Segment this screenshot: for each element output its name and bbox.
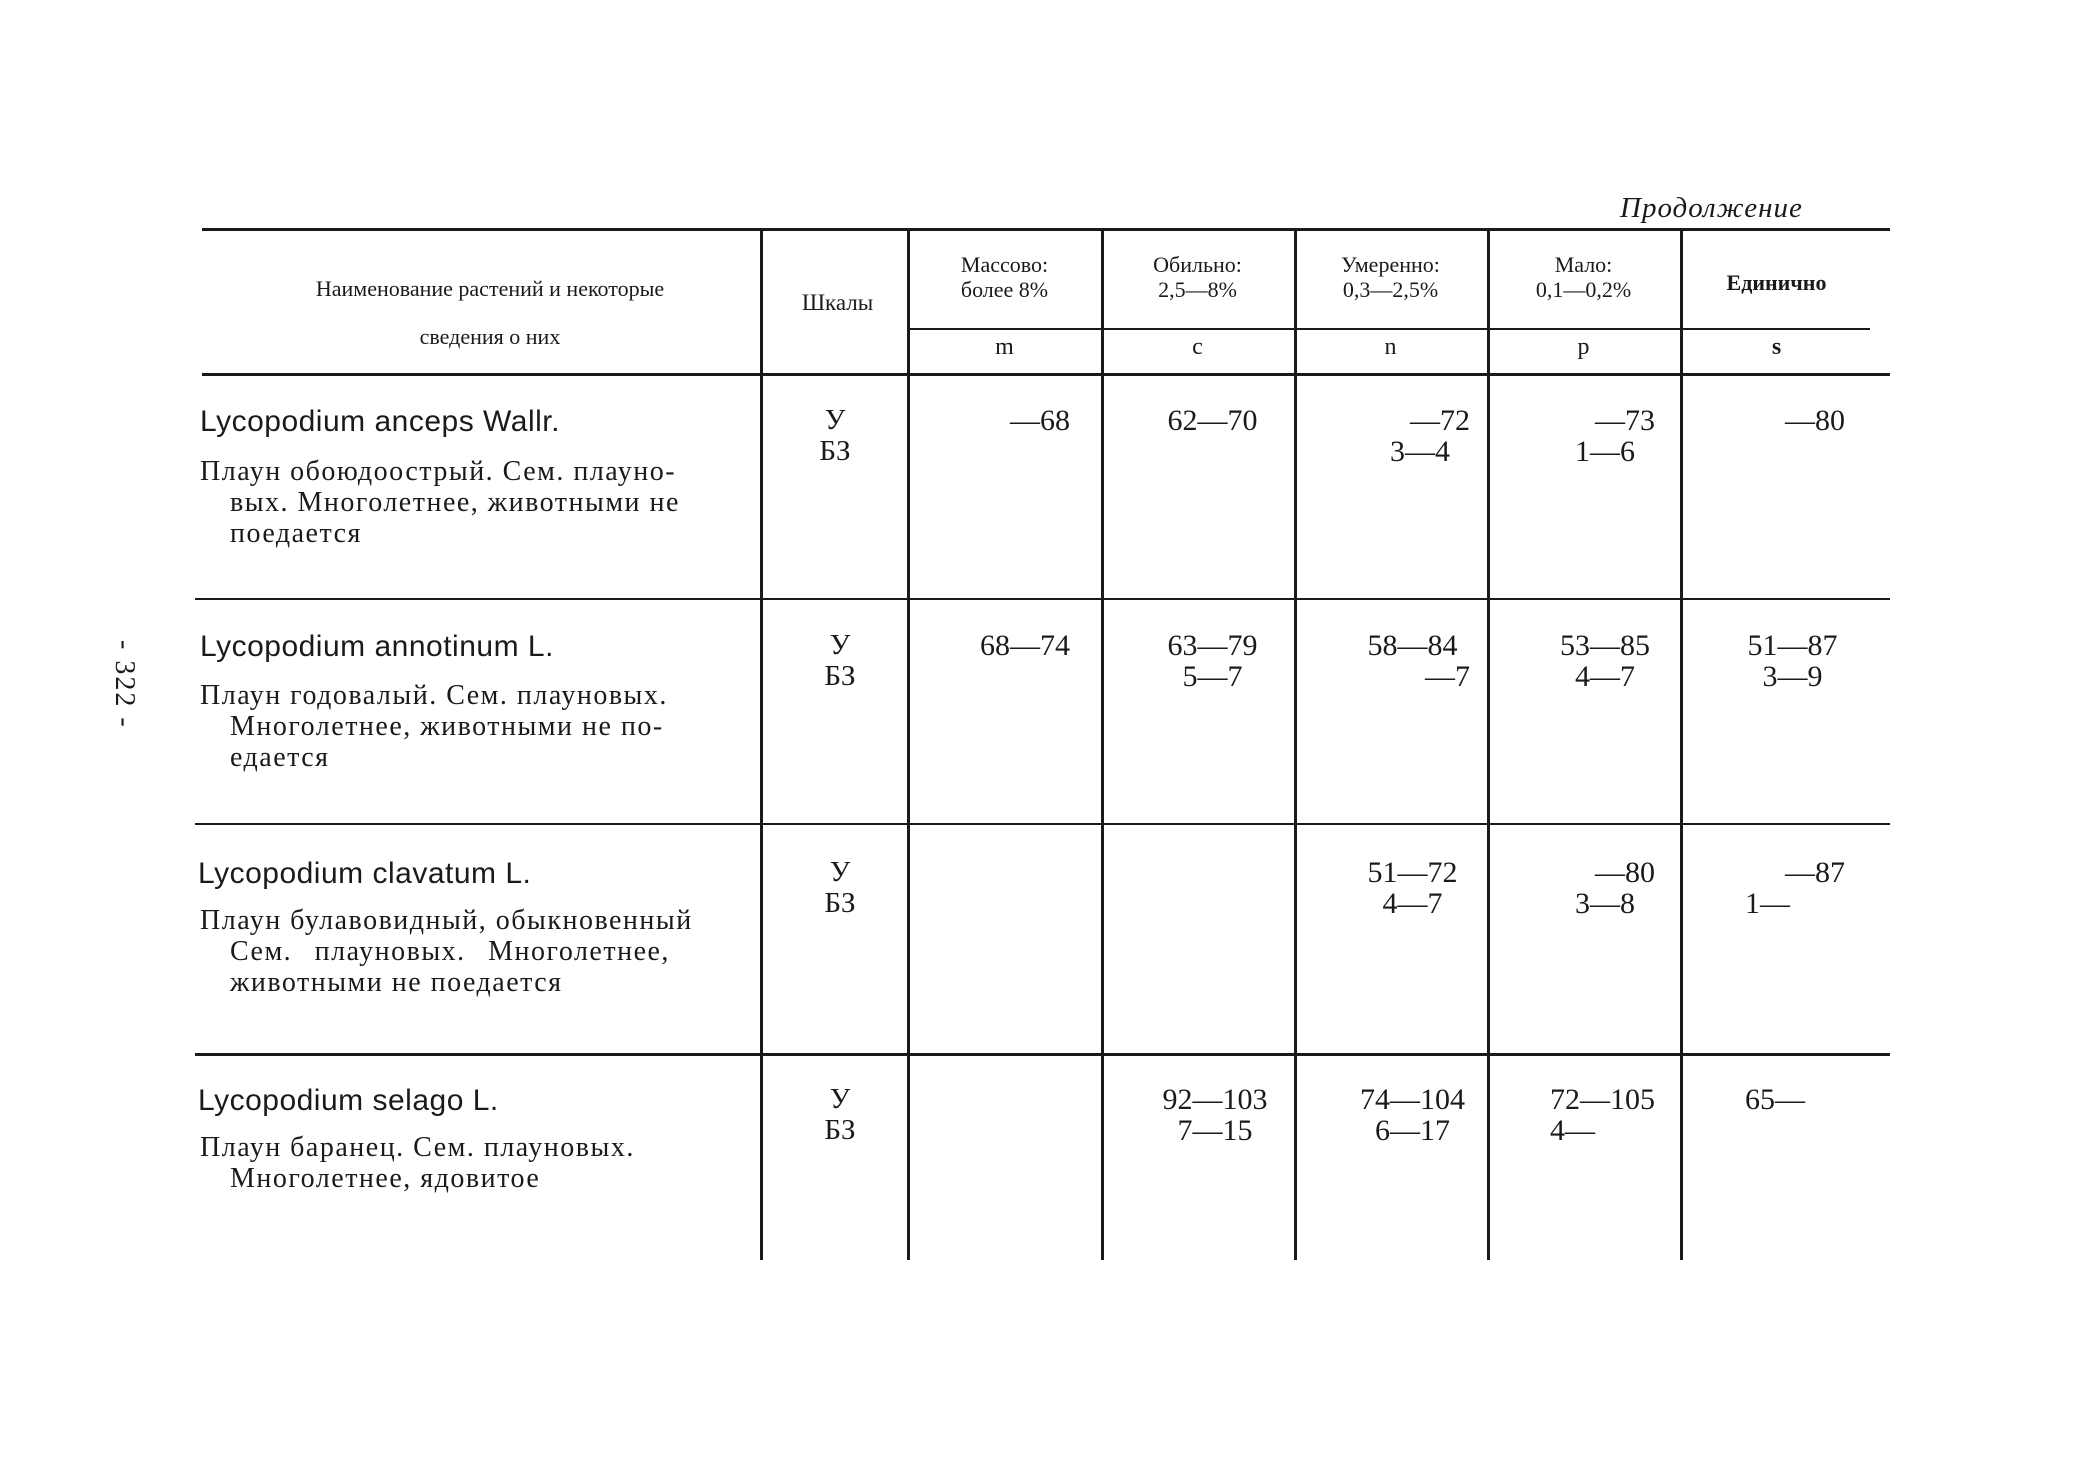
header-scales-column: Шкалы	[801, 290, 874, 315]
header-c-code: c	[1192, 334, 1203, 360]
row-1-m	[960, 405, 1070, 436]
row-3-latin-name: Lycopodium clavatum L.	[198, 857, 532, 890]
row-4-scale-u: У	[829, 1083, 851, 1115]
row-4-n	[1350, 1084, 1475, 1146]
row-4-desc-line-1: Плаун баранец. Сем. плауновых.	[200, 1132, 635, 1163]
header-s-code: s	[1771, 334, 1782, 360]
row-2-scales	[810, 630, 870, 692]
row-1-scales	[805, 405, 865, 467]
col-divider-scales	[907, 230, 910, 1260]
header-n-code: n	[1384, 334, 1397, 360]
row-3-s	[1745, 857, 1845, 919]
row-2-c-u: 63—79	[1167, 629, 1258, 662]
header-p-label: Мало: 0,1—0,2%	[1535, 252, 1632, 303]
row-3-p-u: —80	[1595, 856, 1655, 889]
row-2-scale-bz: БЗ	[824, 660, 856, 692]
row-3-n	[1355, 857, 1470, 919]
row-4-p-u: 72—105	[1550, 1083, 1655, 1116]
row-3-n-bz: 4—7	[1382, 887, 1443, 920]
row-2-desc-line-1: Плаун годовалый. Сем. плауновых.	[200, 680, 668, 711]
row-1-scale-u: У	[824, 404, 846, 436]
row-2-desc-line-2: Многолетнее, животными не по-	[230, 711, 664, 742]
subheader-rule	[910, 328, 1870, 330]
row-1-c	[1160, 405, 1265, 436]
header-bottom-rule	[202, 373, 1890, 376]
row-4-scale-bz: БЗ	[824, 1114, 856, 1146]
row-2-m	[960, 630, 1070, 661]
row-4-description	[200, 1132, 745, 1194]
row-2-s-u: 51—87	[1747, 629, 1838, 662]
row-4-s-u: 65—	[1745, 1083, 1805, 1116]
row-2-s-bz: 3—9	[1762, 660, 1823, 693]
row-1-p-bz: 1—6	[1575, 435, 1635, 468]
row-divider-2	[195, 823, 1890, 825]
row-3-n-u: 51—72	[1367, 856, 1458, 889]
row-3-s-bz: 1—	[1745, 887, 1790, 920]
row-2-c-bz: 5—7	[1182, 660, 1243, 693]
row-4-c-u: 92—103	[1162, 1083, 1268, 1116]
row-3-desc-line-2: Сем. плауновых. Многолетнее,	[230, 936, 670, 967]
row-1-m-u: —68	[1010, 404, 1070, 437]
col-divider-p	[1680, 230, 1683, 1260]
row-3-s-u: —87	[1785, 856, 1845, 889]
header-m-label: Массово: более 8%	[960, 252, 1049, 303]
row-4-scales	[810, 1084, 870, 1146]
row-1-desc-line-2: вых. Многолетнее, животными не	[230, 487, 680, 518]
row-3-scale-u: У	[829, 856, 851, 888]
col-divider-c	[1294, 230, 1297, 1260]
row-1-p-u: —73	[1595, 404, 1655, 437]
row-2-scale-u: У	[829, 629, 851, 661]
row-4-p	[1550, 1084, 1670, 1146]
col-divider-n	[1487, 230, 1490, 1260]
row-2-p-u: 53—85	[1560, 629, 1650, 662]
row-2-n	[1355, 630, 1470, 692]
row-2-n-u: 58—84	[1367, 629, 1458, 662]
row-1-latin-name: Lycopodium anceps Wallr.	[200, 405, 560, 438]
row-1-s	[1760, 405, 1845, 436]
row-1-n	[1370, 405, 1470, 467]
col-divider-name	[760, 230, 763, 1260]
row-3-description	[200, 905, 745, 998]
row-4-c-bz: 7—15	[1177, 1114, 1253, 1147]
continuation-label: Продолжение	[1620, 192, 1803, 224]
row-1-p	[1555, 405, 1655, 467]
row-2-latin-name: Lycopodium annotinum L.	[200, 630, 554, 663]
header-n-label: Умеренно: 0,3—2,5%	[1341, 252, 1440, 303]
row-2-s	[1740, 630, 1845, 692]
row-3-desc-line-3: животными не поедается	[230, 967, 563, 998]
row-1-c-u: 62—70	[1167, 404, 1258, 437]
row-divider-1	[195, 598, 1890, 600]
row-3-scale-bz: БЗ	[824, 887, 856, 919]
row-2-m-u: 68—74	[980, 629, 1070, 662]
table-top-rule	[202, 228, 1890, 231]
row-2-description	[200, 680, 745, 773]
row-1-scale-bz: БЗ	[819, 435, 851, 467]
row-2-desc-line-3: едается	[230, 742, 330, 773]
row-4-p-bz: 4—	[1550, 1114, 1595, 1147]
header-c-label: Обильно: 2,5—8%	[1153, 252, 1242, 303]
row-1-description	[200, 456, 745, 549]
row-1-s-u: —80	[1785, 404, 1845, 437]
header-name-column: Наименование растений и некоторые сведения о них	[315, 276, 665, 349]
row-3-scales	[810, 857, 870, 919]
row-3-p	[1555, 857, 1655, 919]
page-number: - 322 -	[109, 640, 140, 729]
row-4-latin-name: Lycopodium selago L.	[198, 1084, 499, 1117]
row-1-n-bz: 3—4	[1390, 435, 1450, 468]
row-1-desc-line-1: Плаун обоюдоострый. Сем. плауно-	[200, 456, 677, 487]
row-4-n-bz: 6—17	[1375, 1114, 1450, 1147]
row-2-n-bz: —7	[1425, 660, 1470, 693]
row-3-p-bz: 3—8	[1575, 887, 1635, 920]
header-m-code: m	[995, 334, 1014, 360]
row-1-desc-line-3: поедается	[230, 518, 362, 549]
row-2-p	[1550, 630, 1660, 692]
row-divider-3	[195, 1053, 1890, 1056]
row-2-p-bz: 4—7	[1575, 660, 1635, 693]
row-1-n-u: —72	[1410, 404, 1470, 437]
header-s-label: Единично	[1726, 270, 1827, 295]
row-3-desc-line-1: Плаун булавовидный, обыкновенный	[200, 905, 693, 936]
row-2-c	[1160, 630, 1265, 692]
header-p-code: p	[1577, 334, 1590, 360]
row-4-desc-line-2: Многолетнее, ядовитое	[230, 1163, 541, 1194]
row-4-s	[1745, 1084, 1845, 1115]
col-divider-m	[1101, 230, 1104, 1260]
row-4-c	[1155, 1084, 1275, 1146]
row-4-n-u: 74—104	[1360, 1083, 1465, 1116]
